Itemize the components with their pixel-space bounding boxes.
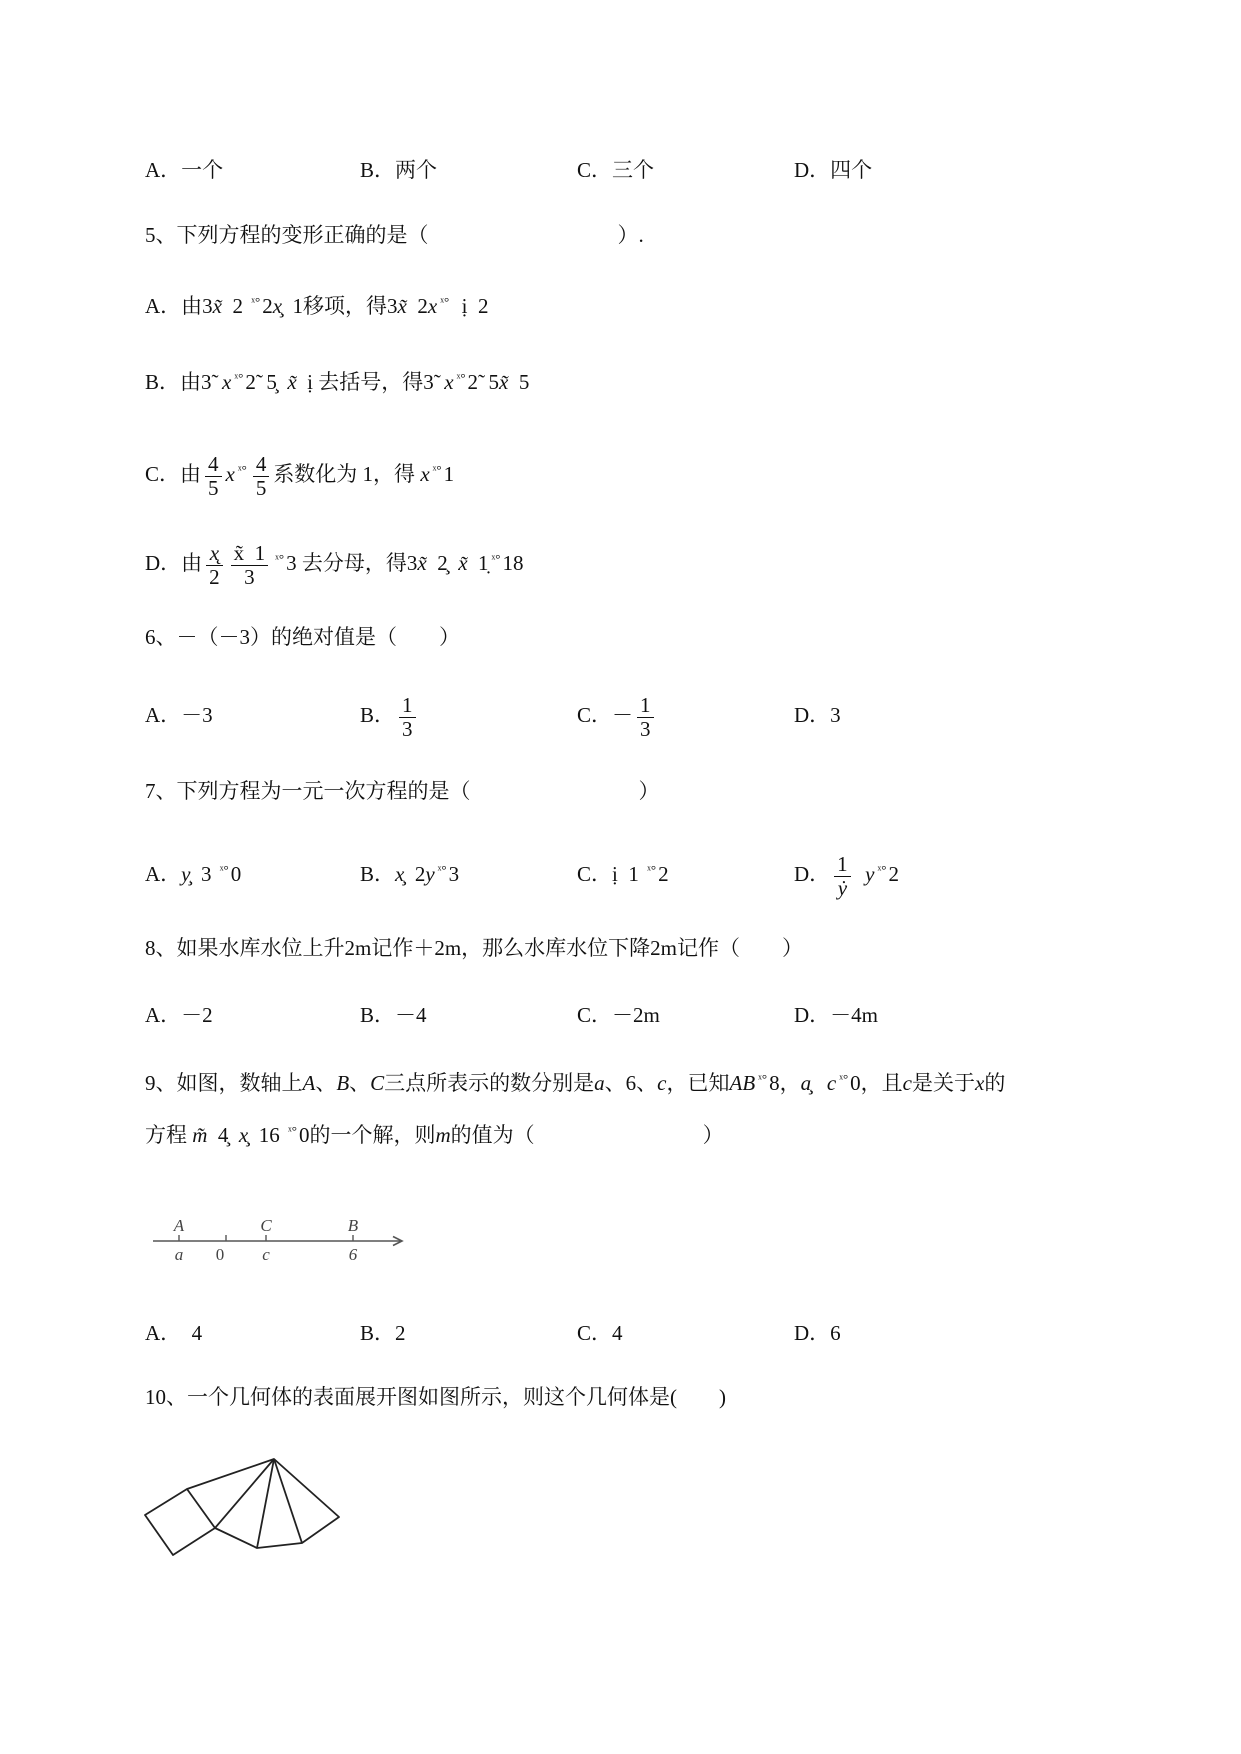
surface-net-figure [140,1450,350,1562]
math-text: ị 去括号，得3̃ [296,370,445,394]
question-10-stem: 10、一个几何体的表面展开图如图所示，则这个几何体是( ) [145,1385,726,1409]
math-text: 2̃ 5̧ [245,370,288,394]
fraction-denominator: 2 [209,564,220,589]
fraction-numerator: x̃ 1 [231,542,269,566]
math-variable: c [902,1071,912,1095]
math-variable: a̧ [800,1071,812,1095]
question-6-stem: 6、－（－3）的绝对值是（ ） [145,625,460,649]
equals-sign: ˣ° [456,370,466,385]
math-text: 2 [406,294,428,318]
option-a: A．－2 [145,1003,213,1027]
math-variable: a [594,1071,605,1095]
math-text: 、6、 [604,1071,658,1095]
math-variable: x̃ [287,370,297,394]
fraction [206,542,223,589]
math-variable: x̧ [395,862,405,886]
math-variable: m̃ [192,1123,208,1147]
math-text: 、 [315,1071,337,1095]
fraction [637,694,654,741]
option-label: D． [145,551,182,575]
option-a: A．－3 [145,703,213,727]
option-b: B．2 [360,1321,406,1345]
math-variable: x [427,294,438,318]
question-4-options [0,145,1241,195]
math-text: 18 [502,551,524,575]
net-fold-line [257,1459,274,1548]
math-variable: AB [729,1071,756,1095]
question-9-stem-line-1 [145,1054,1005,1104]
value-label-zero: 0 [215,1245,225,1264]
math-variable: x̃ [458,551,468,575]
option-label: B． [360,862,396,886]
math-text: 方程 [145,1123,193,1147]
math-text: 2̃ 5 [467,370,500,394]
fraction-numerator: 1 [399,694,416,718]
math-text: 系数化为 1，得 [273,462,421,486]
fraction-numerator: 1 [834,853,851,877]
option-a: A． 4 [145,1321,203,1345]
net-square-face [145,1489,215,1555]
math-text: 三点所表示的数分别是 [384,1071,595,1095]
math-text: 1̣ [467,551,489,575]
math-text: 16 [248,1123,285,1147]
question-6-options [0,690,1241,740]
option-label: C．－ [577,703,634,727]
value-label-six: 6 [348,1245,358,1264]
equals-sign: ˣ° [440,294,450,309]
equals-sign: ˣ° [288,1123,297,1138]
math-variable: C [370,1071,385,1095]
question-5-stem: 5、下列方程的变形正确的是（ ）. [145,223,644,247]
fraction [253,453,270,500]
option-d: D．四个 [794,158,873,182]
fraction-numerator: 4 [253,453,270,477]
math-text: 由 [181,551,203,575]
math-variable: B [336,1071,350,1095]
point-label-a: A [173,1216,185,1235]
option-b [360,845,459,895]
math-variable: m [435,1123,451,1147]
equals-sign: ˣ° [877,862,887,877]
fraction-numerator: x̨ [206,542,223,566]
equals-sign: ˣ° [234,370,244,385]
equals-sign: ˣ° [758,1071,768,1086]
fraction [834,853,851,900]
math-text: 由 [180,462,202,486]
math-variable: x [225,462,235,486]
option-d: D．－4m [794,1003,878,1027]
option-d: D．3 [794,703,841,727]
value-label-c: c [262,1245,270,1264]
math-variable: c [826,1071,837,1095]
math-text: 由3̃ [180,370,223,394]
equals-sign: ˣ° [839,1071,849,1086]
math-text: 由3 [181,294,213,318]
option-c: C．三个 [577,158,655,182]
fraction-denominator: 5 [208,475,219,500]
option-b: B．两个 [360,158,438,182]
option-b [360,690,420,740]
fraction-denominator: ẏ [837,875,848,900]
question-5-option-b [145,353,529,403]
question-5-option-d [145,534,524,589]
math-text [811,1071,827,1095]
fraction-denominator: 3 [244,564,255,589]
math-text: 、 [349,1071,371,1095]
math-variable: x̧ [238,1123,249,1147]
math-variable: y [865,862,875,886]
equals-sign: ˣ° [237,462,247,477]
option-c: C．4 [577,1321,623,1345]
option-label: B． [145,370,181,394]
math-variable: x [222,370,232,394]
math-text: 5 [508,370,530,394]
fraction-denominator: 5 [255,475,267,500]
math-text: 0，且 [850,1071,903,1095]
option-b: B．－4 [360,1003,427,1027]
equals-sign: ˣ° [432,462,442,477]
option-c: C．－2m [577,1003,660,1027]
math-text: 3 [448,862,460,886]
fraction [399,694,416,741]
math-text: 1 [443,462,455,486]
math-text: 2 [404,862,426,886]
math-variable: y̧ [181,862,191,886]
math-text: 2̧ [426,551,459,575]
math-variable: A [302,1071,316,1095]
fraction-numerator: 1 [637,694,654,718]
math-text: 3 去分母，得3 [286,551,418,575]
math-text: 的值为（ ） [450,1123,724,1147]
math-text: 2 [888,862,899,886]
option-label: D． [794,862,831,886]
option-label: A． [145,862,182,886]
option-d [794,845,899,900]
math-text: 1移项，得3 [282,294,398,318]
option-a [145,845,241,895]
math-text [855,862,866,886]
fraction [205,453,222,500]
math-variable: c [657,1071,667,1095]
math-text: 2 [262,294,273,318]
option-c [577,690,658,740]
math-text: 的 [984,1071,1006,1095]
question-7-stem: 7、下列方程为一元一次方程的是（ ） [145,779,660,803]
equals-sign: ˣ° [437,862,447,877]
number-line-figure [148,1212,408,1270]
math-text: 8， [769,1071,801,1095]
math-variable: x [975,1071,985,1095]
question-5-option-c [145,445,455,500]
math-variable: x̃ [417,551,427,575]
math-text: 2 [222,294,249,318]
question-7-options [0,845,1241,900]
option-label: B． [360,703,396,727]
math-text: 9、如图，数轴上 [145,1071,303,1095]
option-label: A． [145,294,182,318]
question-8-stem: 8、如果水库水位上升2m记作＋2m，那么水库水位下降2m记作（ ） [145,936,804,960]
math-text: ị 2 [451,294,489,318]
option-a: A．一个 [145,158,224,182]
math-text: 3 [190,862,217,886]
option-c [577,845,669,895]
question-9-stem-line-2 [145,1106,724,1156]
math-variable: x̧ [272,294,283,318]
fraction-numerator: 4 [205,453,222,477]
fraction-denominator: 3 [402,716,413,741]
math-text: 0的一个解，则 [298,1123,436,1147]
option-label: C． [145,462,181,486]
equals-sign: ˣ° [275,551,285,566]
equals-sign: ˣ° [647,862,657,877]
math-variable: x [444,370,454,394]
fraction [231,542,269,589]
point-label-c: C [260,1216,272,1235]
question-8-options [0,990,1241,1040]
math-text: ị 1 [612,862,645,886]
math-text: 0 [230,862,242,886]
math-text: ，已知 [666,1071,730,1095]
equals-sign: ˣ° [219,862,229,877]
point-label-b: B [347,1216,359,1235]
value-label-a: a [174,1245,184,1264]
math-variable: x [420,462,430,486]
equals-sign: ˣ° [251,294,261,309]
equals-sign: ˣ° [491,551,501,566]
math-variable: x̃ [397,294,407,318]
option-label: C． [577,862,613,886]
math-text: 是关于 [912,1071,975,1095]
math-text: 4̧ [207,1123,239,1147]
math-variable: x̃ [212,294,222,318]
math-text: 2 [658,862,669,886]
math-variable: x̃ [499,370,509,394]
question-5-option-a [145,277,489,327]
question-9-options [0,1308,1241,1358]
fraction-denominator: 3 [640,716,651,741]
option-d: D．6 [794,1321,841,1345]
math-variable: y [425,862,435,886]
